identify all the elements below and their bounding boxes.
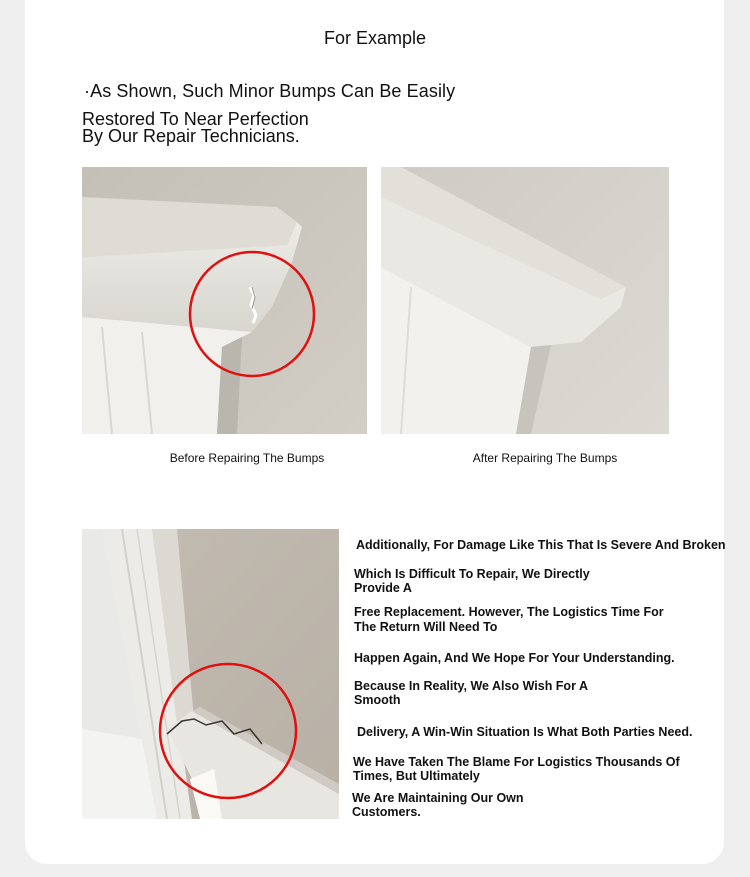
- description-line-3: Provide A: [354, 581, 412, 595]
- intro-lines: [82, 111, 309, 145]
- description-line-1: Additionally, For Damage Like This That Is Severe And Broken: [356, 538, 726, 552]
- broken-trim-photo: [82, 529, 339, 819]
- description-line-2: Which Is Difficult To Repair, We Directly: [354, 567, 590, 581]
- description-line-10: We Have Taken The Blame For Logistics Thousands Of: [353, 755, 680, 769]
- after-repair-photo: [381, 167, 669, 434]
- description-line-7: Because In Reality, We Also Wish For A: [354, 679, 588, 693]
- description-line-9: Delivery, A Win-Win Situation Is What Both Parties Need.: [357, 725, 693, 739]
- description-line-8: Smooth: [354, 693, 401, 707]
- intro-line-3: By Our Repair Technicians.: [82, 126, 300, 146]
- description-line-13: Customers.: [352, 805, 421, 819]
- before-caption: Before Repairing The Bumps: [169, 451, 325, 465]
- description-line-11: Times, But Ultimately: [353, 769, 480, 783]
- after-caption: After Repairing The Bumps: [472, 451, 618, 465]
- description-line-4: Free Replacement. However, The Logistics Time For: [354, 605, 664, 619]
- intro-line-1: ·As Shown, Such Minor Bumps Can Be Easily: [84, 81, 456, 101]
- description-line-5: The Return Will Need To: [354, 620, 498, 634]
- before-repair-photo: [82, 167, 367, 434]
- intro-line-2: Restored To Near Perfection: [82, 109, 309, 129]
- description-line-6: Happen Again, And We Hope For Your Understanding.: [354, 651, 675, 665]
- description-line-12: We Are Maintaining Our Own: [352, 791, 524, 805]
- section-title: For Example: [323, 28, 427, 48]
